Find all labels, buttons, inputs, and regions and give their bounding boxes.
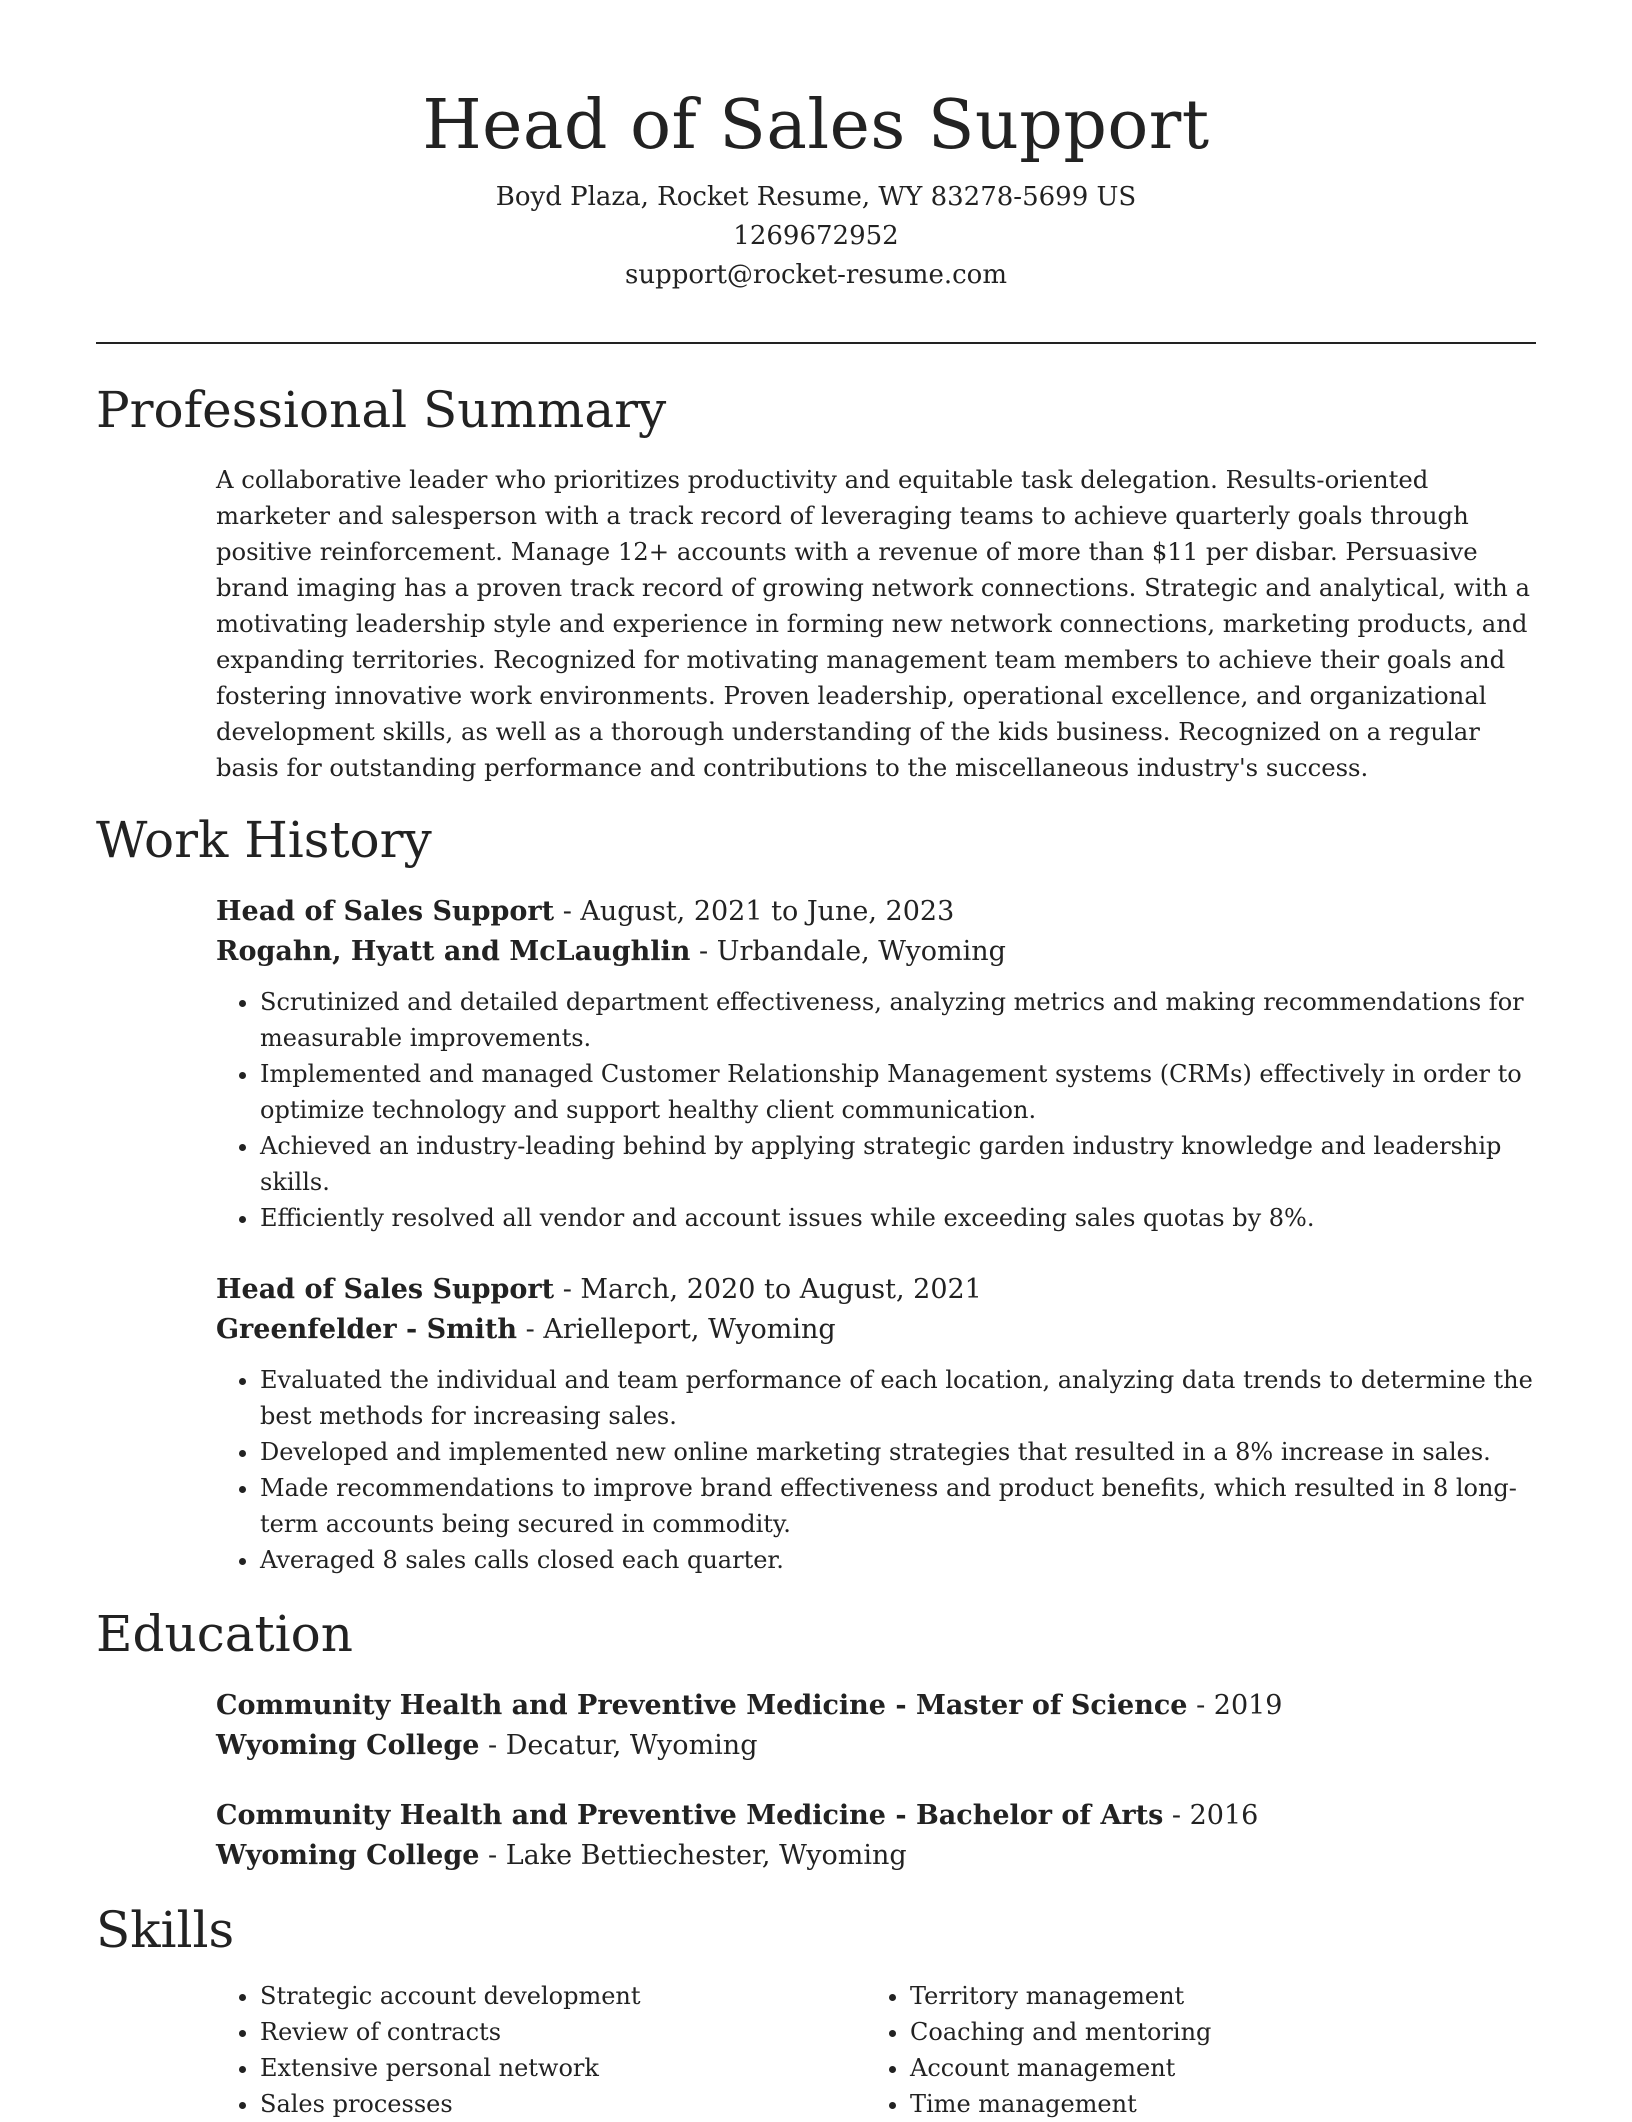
degree-line — [216, 1686, 1536, 1726]
job-entry — [216, 892, 1536, 1236]
degree-field: Community Health and Preventive Medicine - Bachelor of Arts — [216, 1800, 1164, 1831]
list-item: • Account management — [910, 2050, 1516, 2086]
degree-field: Community Health and Preventive Medicine - Master of Science — [216, 1690, 1188, 1721]
list-item: • Extensive personal network — [260, 2050, 866, 2086]
list-item: • Review of contracts — [260, 2014, 866, 2050]
skills-column-left — [216, 1978, 866, 2122]
skills-list-right — [866, 1978, 1516, 2122]
contact-block — [96, 178, 1536, 295]
school-name: Wyoming College — [216, 1840, 480, 1871]
job-company-line — [216, 932, 1536, 972]
section-title-summary: Professional Summary — [96, 381, 667, 439]
school-line — [216, 1726, 1536, 1766]
school-location: - Decatur, Wyoming — [479, 1730, 758, 1761]
job-dates: - August, 2021 to June, 2023 — [554, 896, 955, 927]
job-company: Greenfelder - Smith — [216, 1314, 518, 1345]
list-item: • Strategic account development — [260, 1978, 866, 2014]
job-bullets — [216, 984, 1536, 1236]
skills-column-right — [866, 1978, 1516, 2122]
summary-text: A collaborative leader who prioritizes productivity and equitable task delegation. Results-oriented marketer and salesperson with a track record of leveraging teams to achieve quarterly goals through positive reinforcement. Manage 12+ accounts with a revenue of more than $11 per disbar. Persuasive brand imaging has a proven track record of growing network connections. Strategic and analytical, with a motivating leadership style and experience in forming new network connections, marketing products, and expanding territories. Recognized for motivating management team members to achieve their goals and fostering innovative work environments. Proven leadership, operational excellence, and organizational development skills, as well as a thorough understanding of the kids business. Recognized on a regular basis for outstanding performance and contributions to the miscellaneous industry's success. — [216, 465, 1530, 782]
job-title-line — [216, 1270, 1536, 1310]
list-item: • Evaluated the individual and team performance of each location, analyzing data trends to determine the best methods for increasing sales. — [260, 1362, 1536, 1434]
summary-block — [216, 462, 1536, 786]
list-item: • Made recommendations to improve brand effectiveness and product benefits, which resulted in 8 long-term accounts being secured in commodity. — [260, 1470, 1536, 1542]
list-item: • Efficiently resolved all vendor and account issues while exceeding sales quotas by 8%. — [260, 1200, 1536, 1236]
job-bullets — [216, 1362, 1536, 1578]
job-company: Rogahn, Hyatt and McLaughlin — [216, 936, 691, 967]
job-position: Head of Sales Support — [216, 896, 555, 927]
list-item: • Time management — [910, 2086, 1516, 2122]
school-line — [216, 1836, 1536, 1876]
job-entry — [216, 1270, 1536, 1578]
section-title-skills: Skills — [96, 1901, 235, 1959]
candidate-title: Head of Sales Support — [422, 86, 1210, 165]
resume-header — [96, 84, 1536, 295]
email: support@rocket-resume.com — [624, 260, 1007, 290]
job-company-line — [216, 1310, 1536, 1350]
degree-year: - 2016 — [1163, 1800, 1259, 1831]
job-position: Head of Sales Support — [216, 1274, 555, 1305]
job-location: - Arielleport, Wyoming — [517, 1314, 836, 1345]
skills-list-left — [216, 1978, 866, 2122]
skills-columns — [216, 1978, 1536, 2122]
job-location: - Urbandale, Wyoming — [690, 936, 1006, 967]
list-item: • Developed and implemented new online marketing strategies that resulted in a 8% increase in sales. — [260, 1434, 1536, 1470]
school-name: Wyoming College — [216, 1730, 480, 1761]
section-title-education: Education — [96, 1605, 353, 1663]
job-dates: - March, 2020 to August, 2021 — [554, 1274, 982, 1305]
list-item: • Sales processes — [260, 2086, 866, 2122]
address: Boyd Plaza, Rocket Resume, WY 83278-5699 US — [495, 182, 1137, 212]
job-title-line — [216, 892, 1536, 932]
phone: 1269672952 — [733, 221, 899, 251]
education-entry — [216, 1686, 1536, 1766]
school-location: - Lake Bettiechester, Wyoming — [479, 1840, 907, 1871]
section-title-work: Work History — [96, 811, 432, 869]
degree-year: - 2019 — [1187, 1690, 1283, 1721]
header-divider — [96, 342, 1536, 344]
list-item: • Territory management — [910, 1978, 1516, 2014]
skills-block — [216, 1978, 1536, 2122]
list-item: • Scrutinized and detailed department effectiveness, analyzing metrics and making recommendations for measurable improvements. — [260, 984, 1536, 1056]
education-entry — [216, 1796, 1536, 1876]
list-item: • Averaged 8 sales calls closed each quarter. — [260, 1542, 1536, 1578]
list-item: • Achieved an industry-leading behind by applying strategic garden industry knowledge and leadership skills. — [260, 1128, 1536, 1200]
list-item: • Implemented and managed Customer Relationship Management systems (CRMs) effectively in order to optimize technology and support healthy client communication. — [260, 1056, 1536, 1128]
degree-line — [216, 1796, 1536, 1836]
list-item: • Coaching and mentoring — [910, 2014, 1516, 2050]
